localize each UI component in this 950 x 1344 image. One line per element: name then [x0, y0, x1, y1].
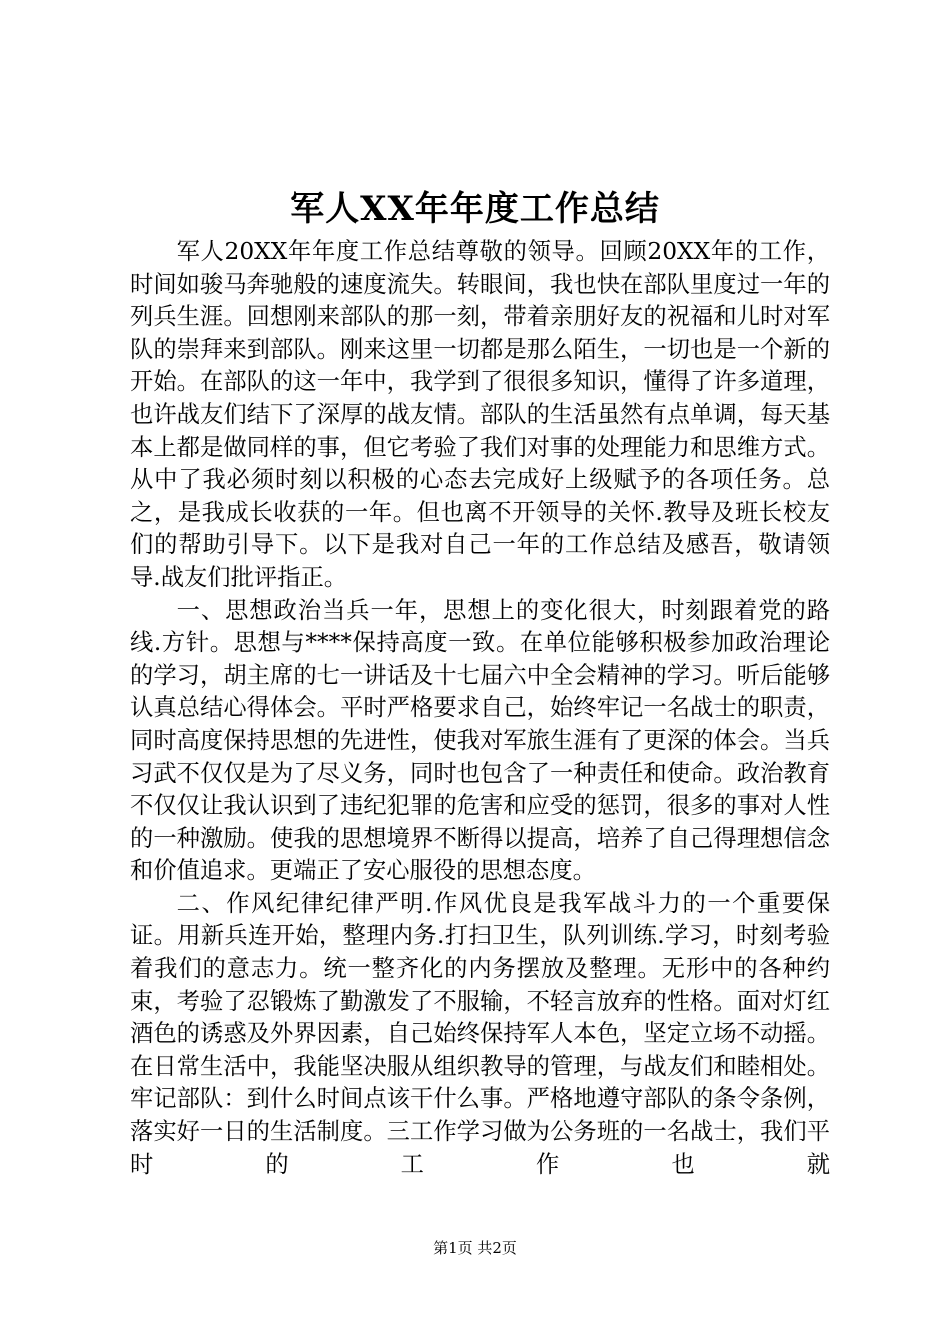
document-title: 军人XX年年度工作总结 — [290, 189, 660, 229]
paragraph-intro: 军人20XX年年度工作总结尊敬的领导。回顾20XX年的工作，时间如骏马奔驰般的速度流失。转眼间，我也快在部队里度过一年的列兵生涯。回想刚来部队的那一刻，带着亲朋好友的祝福和儿时对军队的崇拜来到部队。刚来这里一切都是那么陌生，一切也是一个新的开始。在部队的这一年中，我学到了很很多知识，懂得了许多道理，也许战友们结下了深厚的战友情。部队的生活虽然有点单调，每天基本上都是做同样的事，但它考验了我们对事的处理能力和思维方式。从中了我必须时刻以积极的心态去完成好上级赋予的各项任务。总之，是我成长收获的一年。但也离不开领导的关怀.教导及班长校友们的帮助引导下。以下是我对自己一年的工作总结及感吾，敬请领导.战友们批评指正。 — [130, 238, 830, 591]
paragraph-discipline: 二、作风纪律纪律严明.作风优良是我军战斗力的一个重要保证。用新兵连开始，整理内务.打扫卫生，队列训练.学习，时刻考验着我们的意志力。统一整齐化的内务摆放及整理。无形中的各种约束，考验了忍锻炼了勤激发了不服输，不轻言放弃的性格。面对灯红酒色的诱惑及外界因素，自己始终保持军人本色，坚定立场不动摇。在日常生活中，我能坚决服从组织教导的管理，与战友们和睦相处。牢记部队：到什么时间点该干什么事。严格地遵守部队的条令条例，落实好一日的生活制度。三工作学习做为公务班的一名战士，我们平时的工作也就 — [130, 889, 830, 1178]
paragraph-political-thought: 一、思想政治当兵一年，思想上的变化很大，时刻跟着党的路线.方针。思想与****保持高度一致。在单位能够积极参加政治理论的学习，胡主席的七一讲话及十七届六中全会精神的学习。听后能够认真总结心得体会。平时严格要求自己，始终牢记一名战士的职责，同时高度保持思想的先进性，使我对军旅生涯有了更深的体会。当兵习武不仅仅是为了尽义务，同时也包含了一种责任和使命。政治教育不仅仅让我认识到了违纪犯罪的危害和应受的惩罚，很多的事对人性的一种激励。使我的思想境界不断得以提高，培养了自己得理想信念和价值追求。更端正了安心服役的思想态度。 — [130, 596, 830, 885]
document-body — [130, 236, 830, 1181]
page-footer: 第1页 共2页 — [433, 1239, 517, 1257]
